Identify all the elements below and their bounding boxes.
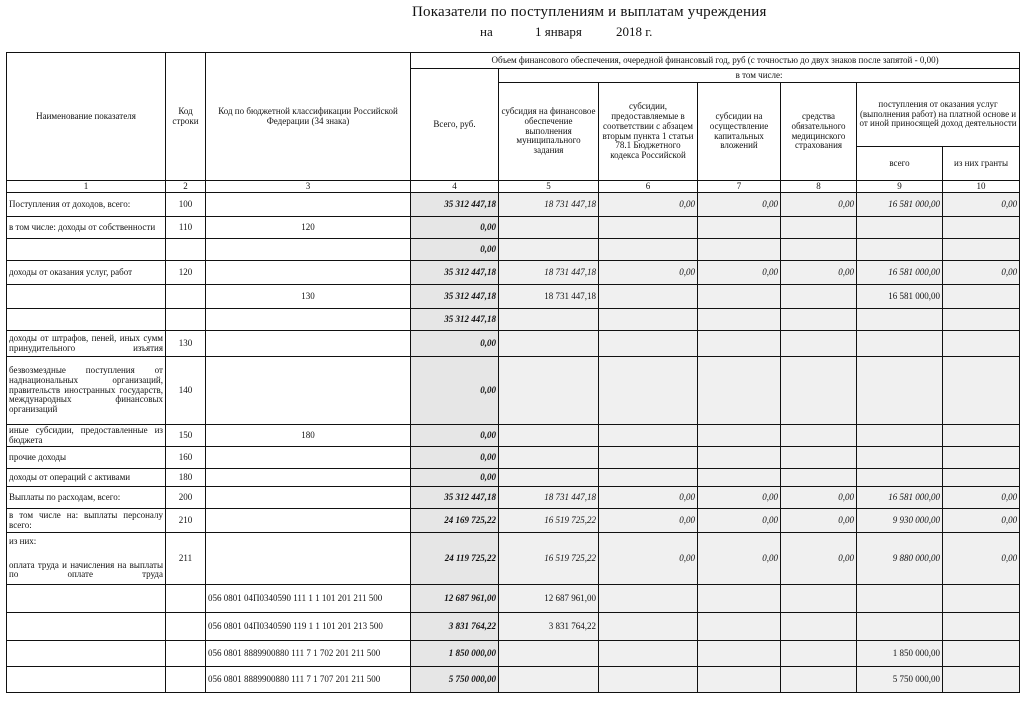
row-code: 180 <box>166 469 206 487</box>
row-c5 <box>499 469 599 487</box>
col-num: 9 <box>857 181 943 193</box>
row-c10: 0,00 <box>943 509 1020 533</box>
row-kbk: 120 <box>206 217 411 239</box>
row-c5 <box>499 641 599 667</box>
table-row <box>7 667 1020 693</box>
row-c6 <box>599 585 698 613</box>
row-c5: 12 687 961,00 <box>499 585 599 613</box>
row-total: 0,00 <box>411 357 499 425</box>
row-c6 <box>599 641 698 667</box>
header-c7: субсидии на осуществление капитальных вложений <box>698 83 781 181</box>
row-name: в том числе: доходы от собственности <box>7 217 166 239</box>
row-kbk: 056 0801 04П0340590 119 1 1 101 201 213 500 <box>206 613 411 641</box>
row-code <box>166 667 206 693</box>
table-row <box>7 585 1020 613</box>
row-code: 120 <box>166 261 206 285</box>
subtitle-date: 1 января <box>535 24 582 39</box>
row-name: Поступления от доходов, всего: <box>7 193 166 217</box>
row-c5: 3 831 764,22 <box>499 613 599 641</box>
row-c5 <box>499 309 599 331</box>
row-name: доходы от операций с активами <box>7 469 166 487</box>
table-row <box>7 509 1020 533</box>
row-code <box>166 613 206 641</box>
table-row <box>7 309 1020 331</box>
row-c6 <box>599 217 698 239</box>
row-code <box>166 285 206 309</box>
header-kbk: Код по бюджетной классификации Российской Федерации (34 знака) <box>206 53 411 181</box>
col-num: 6 <box>599 181 698 193</box>
row-c9: 1 850 000,00 <box>857 641 943 667</box>
row-total: 24 119 725,22 <box>411 533 499 585</box>
row-c9: 16 581 000,00 <box>857 285 943 309</box>
row-total: 0,00 <box>411 217 499 239</box>
row-code: 211 <box>166 533 206 585</box>
row-c6 <box>599 331 698 357</box>
col-num: 7 <box>698 181 781 193</box>
row-c7 <box>698 357 781 425</box>
row-c7 <box>698 331 781 357</box>
col-num: 4 <box>411 181 499 193</box>
row-total: 0,00 <box>411 447 499 469</box>
col-num: 1 <box>7 181 166 193</box>
document-title-text: Показатели по поступлениям и выплатам учреждения <box>412 4 767 20</box>
row-c6 <box>599 469 698 487</box>
col-num: 10 <box>943 181 1020 193</box>
row-c5 <box>499 447 599 469</box>
col-num: 3 <box>206 181 411 193</box>
row-name: безвозмездные поступления от наднациональных организаций, правительств иностранных государств, международных финансовых организаций <box>7 357 166 425</box>
row-c9: 9 930 000,00 <box>857 509 943 533</box>
row-c5: 16 519 725,22 <box>499 509 599 533</box>
row-name-line: оплата труда и начисления на выплаты по оплате труда <box>9 559 163 580</box>
row-c8: 0,00 <box>781 487 857 509</box>
row-name <box>7 613 166 641</box>
header-c9a: всего <box>857 147 943 181</box>
table-row <box>7 331 1020 357</box>
row-c6 <box>599 447 698 469</box>
row-kbk: 056 0801 8889900880 111 7 1 707 201 211 500 <box>206 667 411 693</box>
row-c8 <box>781 239 857 261</box>
row-kbk <box>206 239 411 261</box>
header-total: Всего, руб. <box>411 69 499 181</box>
row-c10: 0,00 <box>943 261 1020 285</box>
row-c9 <box>857 585 943 613</box>
row-total: 24 169 725,22 <box>411 509 499 533</box>
row-c10 <box>943 425 1020 447</box>
row-c8 <box>781 585 857 613</box>
row-c10: 0,00 <box>943 487 1020 509</box>
table-row <box>7 239 1020 261</box>
row-c8 <box>781 331 857 357</box>
row-c10 <box>943 667 1020 693</box>
row-c9: 5 750 000,00 <box>857 667 943 693</box>
row-c9 <box>857 469 943 487</box>
row-c9 <box>857 447 943 469</box>
row-c9 <box>857 613 943 641</box>
row-c7 <box>698 285 781 309</box>
col-num: 8 <box>781 181 857 193</box>
row-name <box>7 533 166 585</box>
row-total: 35 312 447,18 <box>411 309 499 331</box>
row-c7 <box>698 469 781 487</box>
row-name <box>7 667 166 693</box>
row-kbk <box>206 309 411 331</box>
row-kbk <box>206 533 411 585</box>
row-c10 <box>943 447 1020 469</box>
row-c9 <box>857 425 943 447</box>
row-code: 150 <box>166 425 206 447</box>
row-total: 3 831 764,22 <box>411 613 499 641</box>
row-c5: 18 731 447,18 <box>499 487 599 509</box>
table-row <box>7 217 1020 239</box>
table-row <box>7 425 1020 447</box>
row-c8: 0,00 <box>781 261 857 285</box>
row-name: доходы от штрафов, пеней, иных сумм принудительного изъятия <box>7 331 166 357</box>
table-row <box>7 447 1020 469</box>
subtitle-na: на <box>480 24 493 39</box>
row-kbk <box>206 261 411 285</box>
header-financing: Объем финансового обеспечения, очередной финансовый год, руб (с точностью до двух знаков после запятой - 0,00) <box>411 53 1020 69</box>
row-code <box>166 309 206 331</box>
row-name <box>7 585 166 613</box>
row-c10: 0,00 <box>943 533 1020 585</box>
row-c5 <box>499 667 599 693</box>
row-c7: 0,00 <box>698 261 781 285</box>
row-c7 <box>698 425 781 447</box>
row-c8 <box>781 469 857 487</box>
row-name: прочие доходы <box>7 447 166 469</box>
row-c6: 0,00 <box>599 261 698 285</box>
row-total: 35 312 447,18 <box>411 261 499 285</box>
row-c10 <box>943 285 1020 309</box>
row-c7 <box>698 447 781 469</box>
row-c10: 0,00 <box>943 193 1020 217</box>
row-c8 <box>781 447 857 469</box>
row-name <box>7 641 166 667</box>
row-kbk: 056 0801 8889900880 111 7 1 702 201 211 500 <box>206 641 411 667</box>
row-c8 <box>781 357 857 425</box>
row-c8 <box>781 217 857 239</box>
row-kbk: 180 <box>206 425 411 447</box>
row-c5 <box>499 217 599 239</box>
row-name <box>7 239 166 261</box>
row-code: 200 <box>166 487 206 509</box>
row-kbk <box>206 447 411 469</box>
row-c5 <box>499 239 599 261</box>
col-num: 2 <box>166 181 206 193</box>
row-c8: 0,00 <box>781 533 857 585</box>
col-num: 5 <box>499 181 599 193</box>
row-c5: 16 519 725,22 <box>499 533 599 585</box>
row-c7 <box>698 585 781 613</box>
row-code: 160 <box>166 447 206 469</box>
row-code: 210 <box>166 509 206 533</box>
row-name <box>7 285 166 309</box>
header-c9b: из них гранты <box>943 147 1020 181</box>
row-c6 <box>599 667 698 693</box>
row-c10 <box>943 331 1020 357</box>
row-c5: 18 731 447,18 <box>499 261 599 285</box>
row-c7 <box>698 641 781 667</box>
table-row <box>7 533 1020 585</box>
row-kbk <box>206 193 411 217</box>
row-c10 <box>943 217 1020 239</box>
row-c9 <box>857 357 943 425</box>
row-total: 35 312 447,18 <box>411 193 499 217</box>
header-c5: субсидия на финансовое обеспечение выполнения муниципального задания <box>499 83 599 181</box>
row-c7: 0,00 <box>698 533 781 585</box>
row-c6 <box>599 239 698 261</box>
row-c8: 0,00 <box>781 509 857 533</box>
row-name <box>7 309 166 331</box>
table-row <box>7 487 1020 509</box>
row-c6 <box>599 309 698 331</box>
table-row <box>7 613 1020 641</box>
row-kbk: 130 <box>206 285 411 309</box>
table-row <box>7 469 1020 487</box>
row-kbk: 056 0801 04П0340590 111 1 1 101 201 211 500 <box>206 585 411 613</box>
row-code <box>166 641 206 667</box>
header-incl: в том числе: <box>499 69 1020 83</box>
row-c5: 18 731 447,18 <box>499 193 599 217</box>
row-c7 <box>698 667 781 693</box>
row-name: доходы от оказания услуг, работ <box>7 261 166 285</box>
row-code: 110 <box>166 217 206 239</box>
row-name: иные субсидии, предоставленные из бюджета <box>7 425 166 447</box>
row-code <box>166 585 206 613</box>
row-kbk <box>206 509 411 533</box>
row-total: 35 312 447,18 <box>411 285 499 309</box>
row-c5 <box>499 425 599 447</box>
subtitle-year: 2018 г. <box>616 24 653 39</box>
table-row <box>7 261 1020 285</box>
row-c6 <box>599 613 698 641</box>
row-code: 130 <box>166 331 206 357</box>
row-c8 <box>781 309 857 331</box>
row-c7: 0,00 <box>698 509 781 533</box>
row-code: 140 <box>166 357 206 425</box>
table-row <box>7 641 1020 667</box>
row-c9 <box>857 309 943 331</box>
header-c6: субсидии, предоставляемые в соответствии с абзацем вторым пункта 1 статьи 78.1 Бюджетного кодекса Российской <box>599 83 698 181</box>
indicators-table <box>6 52 1020 693</box>
table-row <box>7 193 1020 217</box>
row-name: Выплаты по расходам, всего: <box>7 487 166 509</box>
row-c10 <box>943 641 1020 667</box>
row-c7: 0,00 <box>698 487 781 509</box>
row-c10 <box>943 357 1020 425</box>
row-c8 <box>781 613 857 641</box>
header-c9: поступления от оказания услуг (выполнения работ) на платной основе и от иной приносящей доход деятельности <box>857 83 1020 147</box>
row-c9: 9 880 000,00 <box>857 533 943 585</box>
row-c7 <box>698 613 781 641</box>
row-c8 <box>781 667 857 693</box>
row-c5 <box>499 357 599 425</box>
row-c9: 16 581 000,00 <box>857 193 943 217</box>
header-code: Код строки <box>166 53 206 181</box>
row-total: 1 850 000,00 <box>411 641 499 667</box>
row-c10 <box>943 469 1020 487</box>
row-total: 0,00 <box>411 469 499 487</box>
row-c9 <box>857 331 943 357</box>
row-c8 <box>781 425 857 447</box>
row-c6 <box>599 285 698 309</box>
row-total: 12 687 961,00 <box>411 585 499 613</box>
row-total: 0,00 <box>411 239 499 261</box>
row-c5: 18 731 447,18 <box>499 285 599 309</box>
row-c8: 0,00 <box>781 193 857 217</box>
row-total: 35 312 447,18 <box>411 487 499 509</box>
row-c9 <box>857 217 943 239</box>
row-kbk <box>206 487 411 509</box>
row-name: в том числе на: выплаты персоналу всего: <box>7 509 166 533</box>
header-c8: средства обязательного медицинского страхования <box>781 83 857 181</box>
table-row <box>7 357 1020 425</box>
row-c10 <box>943 309 1020 331</box>
row-total: 0,00 <box>411 425 499 447</box>
row-kbk <box>206 469 411 487</box>
row-c6: 0,00 <box>599 509 698 533</box>
row-c7 <box>698 309 781 331</box>
row-c6: 0,00 <box>599 193 698 217</box>
row-c9: 16 581 000,00 <box>857 487 943 509</box>
table-row <box>7 285 1020 309</box>
row-c6 <box>599 357 698 425</box>
row-c6 <box>599 425 698 447</box>
row-c7 <box>698 239 781 261</box>
row-total: 5 750 000,00 <box>411 667 499 693</box>
row-c9 <box>857 239 943 261</box>
row-total: 0,00 <box>411 331 499 357</box>
row-name-line: из них: <box>9 535 37 546</box>
row-c7 <box>698 217 781 239</box>
row-code <box>166 239 206 261</box>
row-c8 <box>781 285 857 309</box>
row-c10 <box>943 613 1020 641</box>
row-c10 <box>943 239 1020 261</box>
row-kbk <box>206 357 411 425</box>
row-c10 <box>943 585 1020 613</box>
row-c6: 0,00 <box>599 487 698 509</box>
row-kbk <box>206 331 411 357</box>
row-c8 <box>781 641 857 667</box>
row-c6: 0,00 <box>599 533 698 585</box>
header-name: Наименование показателя <box>7 53 166 181</box>
row-code: 100 <box>166 193 206 217</box>
row-c7: 0,00 <box>698 193 781 217</box>
row-c9: 16 581 000,00 <box>857 261 943 285</box>
row-c5 <box>499 331 599 357</box>
